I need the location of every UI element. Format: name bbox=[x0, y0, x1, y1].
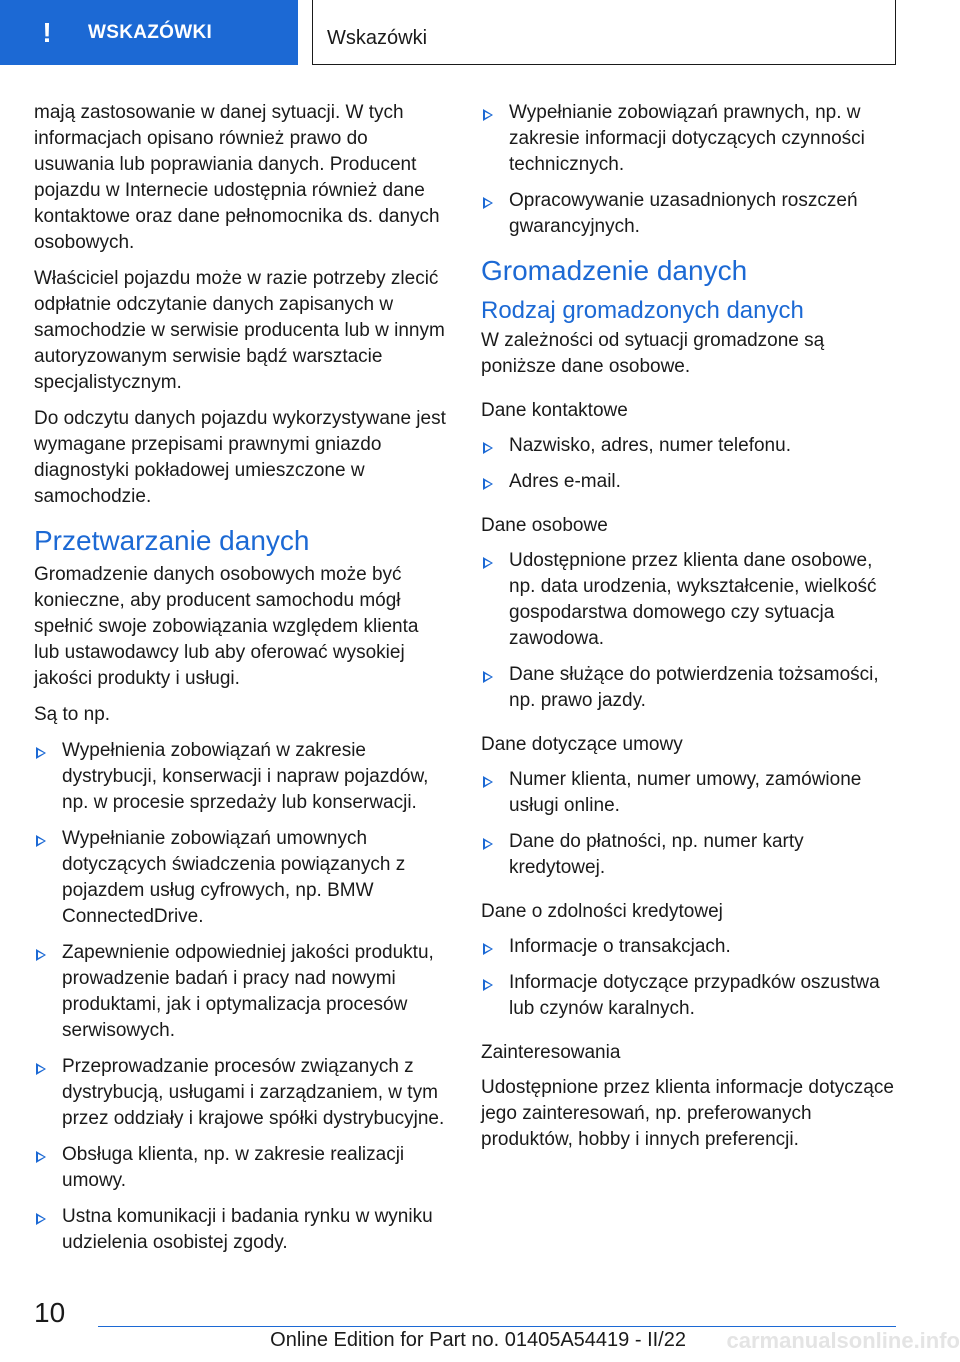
list-item bbox=[34, 826, 448, 930]
triangle-bullet-icon bbox=[36, 835, 46, 847]
triangle-bullet-icon bbox=[36, 1151, 46, 1163]
bullet-list bbox=[34, 738, 448, 1256]
list-item bbox=[34, 1204, 448, 1256]
section-tab-label: WSKAZÓWKI bbox=[88, 21, 213, 43]
list-item-text: Zapewnienie odpowiedniej jakości produktu, prowadzenie badań i pracy nad nowymi produktami, jak i optymalizacja procesów serwisowych. bbox=[62, 942, 434, 1041]
list-item bbox=[34, 1142, 448, 1194]
list-item bbox=[481, 934, 901, 960]
list-item bbox=[481, 767, 901, 819]
bullet-list bbox=[481, 548, 901, 714]
triangle-bullet-icon bbox=[483, 979, 493, 991]
section-tab bbox=[0, 0, 298, 65]
list-item bbox=[481, 433, 901, 459]
list-item-text: Ustna komunikacji i badania rynku w wyniku udzielenia osobistej zgody. bbox=[62, 1206, 433, 1253]
paragraph: Właściciel pojazdu może w razie potrzeby zlecić odpłatnie odczytanie danych zapisanych w samochodzie w serwisie producenta lub w innym autoryzowanym serwisie bądź warsztacie specjalistycznym. bbox=[34, 268, 445, 393]
list-item-text: Opracowywanie uzasadnionych roszczeń gwarancyjnych. bbox=[509, 190, 858, 237]
triangle-bullet-icon bbox=[36, 747, 46, 759]
footer-divider bbox=[98, 1326, 896, 1327]
chapter-title: Wskazówki bbox=[327, 27, 428, 49]
bullet-list bbox=[481, 767, 901, 881]
list-item bbox=[481, 662, 901, 714]
list-item-text: Wypełnienia zobowiązań w zakresie dystrybucji, konserwacji i napraw pojazdów, np. w procesie sprzedaży lub konserwacji. bbox=[62, 740, 429, 813]
right-column bbox=[481, 100, 901, 1163]
category-heading: Dane dotyczące umowy bbox=[481, 734, 683, 755]
triangle-bullet-icon bbox=[36, 949, 46, 961]
list-item-text: Wypełnianie zobowiązań prawnych, np. w zakresie informacji dotyczących czynności technicznych. bbox=[509, 102, 865, 175]
triangle-bullet-icon bbox=[483, 671, 493, 683]
watermark: carmanualsonline.info bbox=[726, 1328, 960, 1353]
list-item-text: Nazwisko, adres, numer telefonu. bbox=[509, 435, 791, 456]
category-heading: Dane o zdolności kredytowej bbox=[481, 901, 723, 922]
triangle-bullet-icon bbox=[483, 109, 493, 121]
triangle-bullet-icon bbox=[36, 1063, 46, 1075]
paragraph: Gromadzenie danych osobowych może być konieczne, aby producent samochodu mógł spełnić swoje zobowiązania względem klienta lub ustawodawcy lub aby oferować wysokiej jakości produkty i usługi. bbox=[34, 564, 419, 689]
paragraph: W zależności od sytuacji gromadzone są poniższe dane osobowe. bbox=[481, 330, 825, 377]
page-number: 10 bbox=[34, 1297, 66, 1328]
list-item-text: Informacje dotyczące przypadków oszustwa lub czynów karalnych. bbox=[509, 972, 880, 1019]
list-item-text: Numer klienta, numer umowy, zamówione usługi online. bbox=[509, 769, 862, 816]
category-heading: Dane osobowe bbox=[481, 515, 608, 536]
bullet-list bbox=[481, 433, 901, 495]
category-heading: Zainteresowania bbox=[481, 1042, 621, 1063]
chapter-title-box bbox=[312, 0, 896, 65]
triangle-bullet-icon bbox=[483, 838, 493, 850]
list-item-text: Wypełnianie zobowiązań umownych dotyczących świadczenia powiązanych z pojazdem usług cyfrowych, np. BMW ConnectedDrive. bbox=[62, 828, 406, 927]
list-item-text: Przeprowadzanie procesów związanych z dystrybucją, usługami i zarządzaniem, w tym przez oddziały i krajowe spółki dystrybucyjne. bbox=[62, 1056, 445, 1129]
section-heading: Przetwarzanie danych bbox=[34, 525, 310, 556]
list-item bbox=[34, 940, 448, 1044]
triangle-bullet-icon bbox=[483, 197, 493, 209]
list-item bbox=[34, 738, 448, 816]
triangle-bullet-icon bbox=[36, 1213, 46, 1225]
paragraph: Są to np. bbox=[34, 704, 111, 725]
list-item bbox=[481, 100, 901, 178]
warning-exclamation-icon: ! bbox=[42, 16, 52, 48]
triangle-bullet-icon bbox=[483, 478, 493, 490]
triangle-bullet-icon bbox=[483, 557, 493, 569]
list-item-text: Informacje o transakcjach. bbox=[509, 936, 731, 957]
list-item bbox=[481, 548, 901, 652]
paragraph: Udostępnione przez klienta informacje dotyczące jego zainteresowań, np. preferowanych produktów, hobby i innych preferencji. bbox=[481, 1077, 894, 1150]
left-column bbox=[34, 100, 448, 1266]
list-item-text: Adres e-mail. bbox=[509, 471, 621, 492]
bullet-list bbox=[481, 934, 901, 1022]
list-item-text: Obsługa klienta, np. w zakresie realizacji umowy. bbox=[62, 1144, 405, 1191]
list-item bbox=[481, 970, 901, 1022]
list-item bbox=[34, 1054, 448, 1132]
edition-note: Online Edition for Part no. 01405A54419 - II/22 bbox=[270, 1329, 686, 1351]
list-item-text: Dane do płatności, np. numer karty kredytowej. bbox=[509, 831, 804, 878]
triangle-bullet-icon bbox=[483, 943, 493, 955]
category-heading: Dane kontaktowe bbox=[481, 400, 628, 421]
list-item bbox=[481, 469, 901, 495]
triangle-bullet-icon bbox=[483, 776, 493, 788]
section-heading: Gromadzenie danych bbox=[481, 255, 748, 286]
paragraph: Do odczytu danych pojazdu wykorzystywane jest wymagane przepisami prawnymi gniazdo diagnostyki pokładowej umieszczone w samochodzie. bbox=[34, 408, 446, 507]
list-item-text: Udostępnione przez klienta dane osobowe, np. data urodzenia, wykształcenie, wielkość gospodarstwa domowego czy sytuacja zawodowa. bbox=[509, 550, 877, 649]
subsection-heading: Rodzaj gromadzonych danych bbox=[481, 297, 804, 324]
bullet-list bbox=[481, 100, 901, 240]
triangle-bullet-icon bbox=[483, 442, 493, 454]
list-item-text: Dane służące do potwierdzenia tożsamości, np. prawo jazdy. bbox=[509, 664, 879, 711]
list-item bbox=[481, 188, 901, 240]
paragraph: mają zastosowanie w danej sytuacji. W tych informacjach opisano również prawo do usuwania lub poprawiania danych. Producent pojazdu w Internecie udostępnia również dane kontaktowe oraz dane pełnomocnika ds. danych osobowych. bbox=[34, 102, 440, 253]
list-item bbox=[481, 829, 901, 881]
